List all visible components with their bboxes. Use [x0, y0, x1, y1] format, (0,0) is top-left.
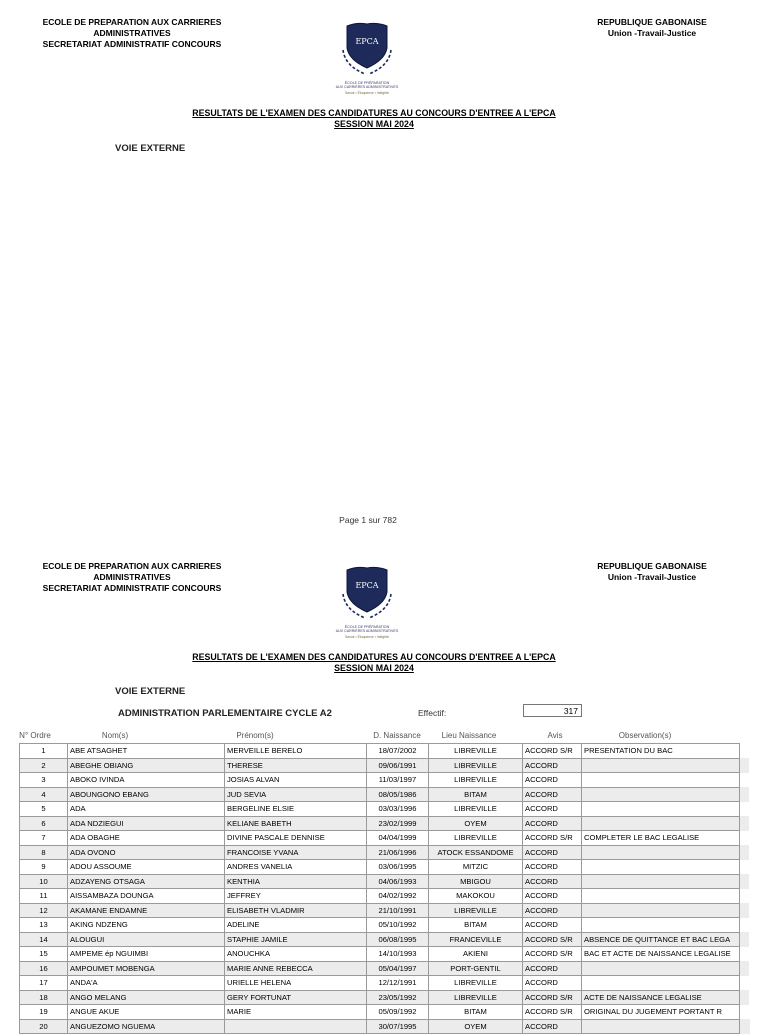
cell-ordre: 4 — [20, 787, 68, 802]
cell-naissance: 06/08/1995 — [367, 932, 429, 947]
cell-lieu: PORT-GENTIL — [429, 961, 523, 976]
cell-observation: PRESENTATION DU BAC — [582, 744, 740, 759]
cell-naissance: 30/07/1995 — [367, 1019, 429, 1034]
cell-ordre: 18 — [20, 990, 68, 1005]
cell-ordre: 3 — [20, 773, 68, 788]
cell-prenom: BERGELINE ELSIE — [225, 802, 367, 817]
cell-naissance: 05/09/1992 — [367, 1005, 429, 1020]
cell-observation: BAC ET ACTE DE NAISSANCE LEGALISE — [582, 947, 740, 962]
epca-logo — [325, 20, 409, 95]
cell-prenom: GERY FORTUNAT — [225, 990, 367, 1005]
cell-observation: ABSENCE DE QUITTANCE ET BAC LEGA — [582, 932, 740, 947]
cell-observation — [582, 758, 740, 773]
col-header-prenom: Prénom(s) — [236, 731, 274, 740]
cell-nom: ADA — [68, 802, 225, 817]
cell-ordre: 14 — [20, 932, 68, 947]
cell-nom: ADA OVONO — [68, 845, 225, 860]
page-number: Page 1 sur 782 — [339, 515, 397, 525]
cell-observation — [582, 787, 740, 802]
row-edge — [740, 932, 750, 947]
cell-prenom: JUD SEVIA — [225, 787, 367, 802]
cell-naissance: 23/02/1999 — [367, 816, 429, 831]
cell-avis: ACCORD — [523, 874, 582, 889]
cell-prenom: ELISABETH VLADMIR — [225, 903, 367, 918]
shield-logo-icon — [335, 564, 399, 620]
cell-observation — [582, 961, 740, 976]
cell-prenom: ANOUCHKA — [225, 947, 367, 962]
cell-nom: AISSAMBAZA DOUNGA — [68, 889, 225, 904]
cell-ordre: 9 — [20, 860, 68, 875]
cell-avis: ACCORD S/R — [523, 831, 582, 846]
cell-lieu: ATOCK ESSANDOME — [429, 845, 523, 860]
row-edge — [740, 831, 750, 846]
cell-nom: AKING NDZENG — [68, 918, 225, 933]
cell-avis: ACCORD — [523, 961, 582, 976]
cell-naissance: 08/05/1986 — [367, 787, 429, 802]
cell-nom: ABEGHE OBIANG — [68, 758, 225, 773]
table-row — [20, 976, 750, 991]
republic-motto: Union -Travail-Justice — [607, 572, 697, 582]
cell-lieu: MBIGOU — [429, 874, 523, 889]
cell-lieu: LIBREVILLE — [429, 773, 523, 788]
cell-avis: ACCORD — [523, 773, 582, 788]
school-name: ECOLE DE PREPARATION AUX CARRIERES ADMINISTRATIVES — [42, 17, 222, 38]
cell-lieu: BITAM — [429, 918, 523, 933]
cell-naissance: 14/10/1993 — [367, 947, 429, 962]
table-row — [20, 1005, 750, 1020]
secretariat-name: SECRETARIAT ADMINISTRATIF CONCOURS — [42, 583, 222, 593]
col-header-nom: Nom(s) — [101, 731, 129, 740]
cell-avis: ACCORD S/R — [523, 744, 582, 759]
cell-prenom: JOSIAS ALVAN — [225, 773, 367, 788]
cell-lieu: OYEM — [429, 816, 523, 831]
cell-naissance: 23/05/1992 — [367, 990, 429, 1005]
cell-naissance: 04/06/1993 — [367, 874, 429, 889]
table-row — [20, 758, 750, 773]
cell-lieu: LIBREVILLE — [429, 831, 523, 846]
table-row — [20, 889, 750, 904]
table-row — [20, 947, 750, 962]
table-row — [20, 787, 750, 802]
logo-motto: Savoir • Éloquence • Intégrité — [344, 90, 390, 95]
section-title: ADMINISTRATION PARLEMENTAIRE CYCLE A2 — [118, 708, 332, 719]
col-header-lieu: Lieu Naissance — [441, 731, 497, 740]
cell-ordre: 15 — [20, 947, 68, 962]
table-row — [20, 932, 750, 947]
cell-avis: ACCORD — [523, 889, 582, 904]
cell-avis: ACCORD — [523, 816, 582, 831]
cell-ordre: 5 — [20, 802, 68, 817]
cell-observation — [582, 918, 740, 933]
cell-prenom: JEFFREY — [225, 889, 367, 904]
row-edge — [740, 773, 750, 788]
svg-text:EPCA: EPCA — [355, 37, 379, 46]
cell-observation — [582, 1019, 740, 1034]
cell-observation: ACTE DE NAISSANCE LEGALISE — [582, 990, 740, 1005]
republic-name: REPUBLIQUE GABONAISE — [597, 561, 707, 571]
cell-naissance: 03/06/1995 — [367, 860, 429, 875]
cell-prenom: ANDRES VANELIA — [225, 860, 367, 875]
table-row — [20, 744, 750, 759]
cell-ordre: 13 — [20, 918, 68, 933]
cell-avis: ACCORD — [523, 976, 582, 991]
cell-ordre: 19 — [20, 1005, 68, 1020]
cell-prenom: KENTHIA — [225, 874, 367, 889]
cell-naissance: 04/04/1999 — [367, 831, 429, 846]
cell-observation: COMPLETER LE BAC LEGALISE — [582, 831, 740, 846]
cell-lieu: LIBREVILLE — [429, 758, 523, 773]
cell-lieu: BITAM — [429, 1005, 523, 1020]
cell-avis: ACCORD — [523, 860, 582, 875]
row-edge — [740, 845, 750, 860]
row-edge — [740, 976, 750, 991]
cell-naissance: 04/02/1992 — [367, 889, 429, 904]
cell-naissance: 11/03/1997 — [367, 773, 429, 788]
republic-header-2 — [590, 561, 714, 583]
cell-observation — [582, 773, 740, 788]
cell-nom: ANGUE AKUE — [68, 1005, 225, 1020]
row-edge — [740, 816, 750, 831]
logo-caption: ÉCOLE DE PRÉPARATION AUX CARRIÈRES ADMINISTRATIVES — [335, 81, 399, 90]
cell-lieu: LIBREVILLE — [429, 990, 523, 1005]
cell-observation — [582, 845, 740, 860]
cell-avis: ACCORD — [523, 845, 582, 860]
cell-nom: ANDA'A — [68, 976, 225, 991]
cell-naissance: 05/10/1992 — [367, 918, 429, 933]
table-row — [20, 845, 750, 860]
cell-prenom: URIELLE HELENA — [225, 976, 367, 991]
cell-ordre: 7 — [20, 831, 68, 846]
table-row — [20, 816, 750, 831]
table-row — [20, 860, 750, 875]
row-edge — [740, 918, 750, 933]
republic-name: REPUBLIQUE GABONAISE — [597, 17, 707, 27]
cell-lieu: MAKOKOU — [429, 889, 523, 904]
epca-logo-2 — [325, 564, 409, 639]
cell-nom: ABE ATSAGHET — [68, 744, 225, 759]
cell-ordre: 6 — [20, 816, 68, 831]
row-edge — [740, 860, 750, 875]
col-header-observation: Observation(s) — [618, 731, 672, 740]
cell-ordre: 17 — [20, 976, 68, 991]
effectif-label: Effectif: — [418, 708, 447, 718]
cell-nom: ANGUEZOMO NGUEMA — [68, 1019, 225, 1034]
cell-lieu: LIBREVILLE — [429, 744, 523, 759]
row-edge — [740, 758, 750, 773]
cell-ordre: 10 — [20, 874, 68, 889]
cell-lieu: FRANCEVILLE — [429, 932, 523, 947]
cell-ordre: 12 — [20, 903, 68, 918]
cell-observation — [582, 889, 740, 904]
cell-nom: ANGO MELANG — [68, 990, 225, 1005]
voie-label: VOIE EXTERNE — [115, 143, 186, 154]
col-header-ordre: N° Ordre — [19, 731, 51, 740]
cell-avis: ACCORD — [523, 758, 582, 773]
cell-prenom: THERESE — [225, 758, 367, 773]
cell-nom: AMPEME ép NGUIMBI — [68, 947, 225, 962]
cell-prenom: MARIE — [225, 1005, 367, 1020]
school-header-2 — [14, 561, 250, 594]
table-row — [20, 773, 750, 788]
col-header-naissance: D. Naissance — [373, 731, 421, 740]
cell-lieu: BITAM — [429, 787, 523, 802]
cell-nom: ABOUNGONO EBANG — [68, 787, 225, 802]
cell-naissance: 12/12/1991 — [367, 976, 429, 991]
cell-observation — [582, 802, 740, 817]
cell-prenom: ADELINE — [225, 918, 367, 933]
row-edge — [740, 947, 750, 962]
results-title-2: RESULTATS DE L'EXAMEN DES CANDIDATURES AU CONCOURS D'ENTREE A L'EPCA SESSION MAI 2024 — [192, 652, 556, 673]
cell-prenom: KELIANE BABETH — [225, 816, 367, 831]
cell-ordre: 2 — [20, 758, 68, 773]
cell-avis: ACCORD S/R — [523, 1005, 582, 1020]
cell-naissance: 21/10/1991 — [367, 903, 429, 918]
row-edge — [740, 990, 750, 1005]
results-table — [19, 743, 750, 1034]
row-edge — [740, 889, 750, 904]
secretariat-name: SECRETARIAT ADMINISTRATIF CONCOURS — [42, 39, 222, 49]
cell-naissance: 09/06/1991 — [367, 758, 429, 773]
cell-observation — [582, 816, 740, 831]
row-edge — [740, 961, 750, 976]
table-row — [20, 990, 750, 1005]
school-header — [14, 17, 250, 50]
cell-nom: ADZAYENG OTSAGA — [68, 874, 225, 889]
cell-avis: ACCORD S/R — [523, 947, 582, 962]
cell-avis: ACCORD — [523, 918, 582, 933]
cell-lieu: LIBREVILLE — [429, 976, 523, 991]
cell-lieu: AKIENI — [429, 947, 523, 962]
cell-avis: ACCORD — [523, 1019, 582, 1034]
republic-header — [590, 17, 714, 39]
cell-prenom: MARIE ANNE REBECCA — [225, 961, 367, 976]
cell-ordre: 16 — [20, 961, 68, 976]
cell-naissance: 18/07/2002 — [367, 744, 429, 759]
cell-observation — [582, 976, 740, 991]
cell-nom: ABOKO IVINDA — [68, 773, 225, 788]
row-edge — [740, 1019, 750, 1034]
results-title: RESULTATS DE L'EXAMEN DES CANDIDATURES AU CONCOURS D'ENTREE A L'EPCA SESSION MAI 2024 — [192, 108, 556, 129]
shield-logo-icon — [335, 20, 399, 76]
table-row — [20, 903, 750, 918]
cell-nom: ADOU ASSOUME — [68, 860, 225, 875]
cell-naissance: 03/03/1996 — [367, 802, 429, 817]
voie-label-2: VOIE EXTERNE — [115, 686, 186, 697]
cell-observation — [582, 860, 740, 875]
cell-naissance: 21/06/1996 — [367, 845, 429, 860]
cell-ordre: 11 — [20, 889, 68, 904]
cell-lieu: OYEM — [429, 1019, 523, 1034]
cell-nom: AKAMANE ENDAMNE — [68, 903, 225, 918]
effectif-value: 317 — [523, 704, 582, 717]
cell-nom: ALOUGUI — [68, 932, 225, 947]
col-header-avis: Avis — [547, 731, 563, 740]
cell-prenom — [225, 1019, 367, 1034]
row-edge — [740, 744, 750, 759]
cell-prenom: FRANCOISE YVANA — [225, 845, 367, 860]
table-row — [20, 802, 750, 817]
cell-prenom: MERVEILLE BERELO — [225, 744, 367, 759]
cell-naissance: 05/04/1997 — [367, 961, 429, 976]
school-name: ECOLE DE PREPARATION AUX CARRIERES ADMINISTRATIVES — [42, 561, 222, 582]
cell-observation — [582, 874, 740, 889]
logo-motto: Savoir • Éloquence • Intégrité — [344, 634, 390, 639]
cell-lieu: MITZIC — [429, 860, 523, 875]
cell-ordre: 1 — [20, 744, 68, 759]
republic-motto: Union -Travail-Justice — [607, 28, 697, 38]
cell-observation: ORIGINAL DU JUGEMENT PORTANT R — [582, 1005, 740, 1020]
cell-nom: AMPOUMET MOBENGA — [68, 961, 225, 976]
cell-avis: ACCORD — [523, 787, 582, 802]
table-row — [20, 874, 750, 889]
cell-prenom: DIVINE PASCALE DENNISE — [225, 831, 367, 846]
cell-ordre: 8 — [20, 845, 68, 860]
table-row — [20, 1019, 750, 1034]
row-edge — [740, 802, 750, 817]
row-edge — [740, 787, 750, 802]
row-edge — [740, 1005, 750, 1020]
cell-observation — [582, 903, 740, 918]
cell-nom: ADA NDZIEGUI — [68, 816, 225, 831]
cell-ordre: 20 — [20, 1019, 68, 1034]
table-row — [20, 961, 750, 976]
cell-lieu: LIBREVILLE — [429, 802, 523, 817]
cell-prenom: STAPHIE JAMILE — [225, 932, 367, 947]
svg-text:EPCA: EPCA — [355, 581, 379, 590]
cell-avis: ACCORD S/R — [523, 990, 582, 1005]
row-edge — [740, 874, 750, 889]
table-row — [20, 831, 750, 846]
cell-nom: ADA OBAGHE — [68, 831, 225, 846]
cell-lieu: LIBREVILLE — [429, 903, 523, 918]
row-edge — [740, 903, 750, 918]
cell-avis: ACCORD — [523, 903, 582, 918]
cell-avis: ACCORD — [523, 802, 582, 817]
logo-caption: ÉCOLE DE PRÉPARATION AUX CARRIÈRES ADMINISTRATIVES — [335, 625, 399, 634]
cell-avis: ACCORD S/R — [523, 932, 582, 947]
table-row — [20, 918, 750, 933]
